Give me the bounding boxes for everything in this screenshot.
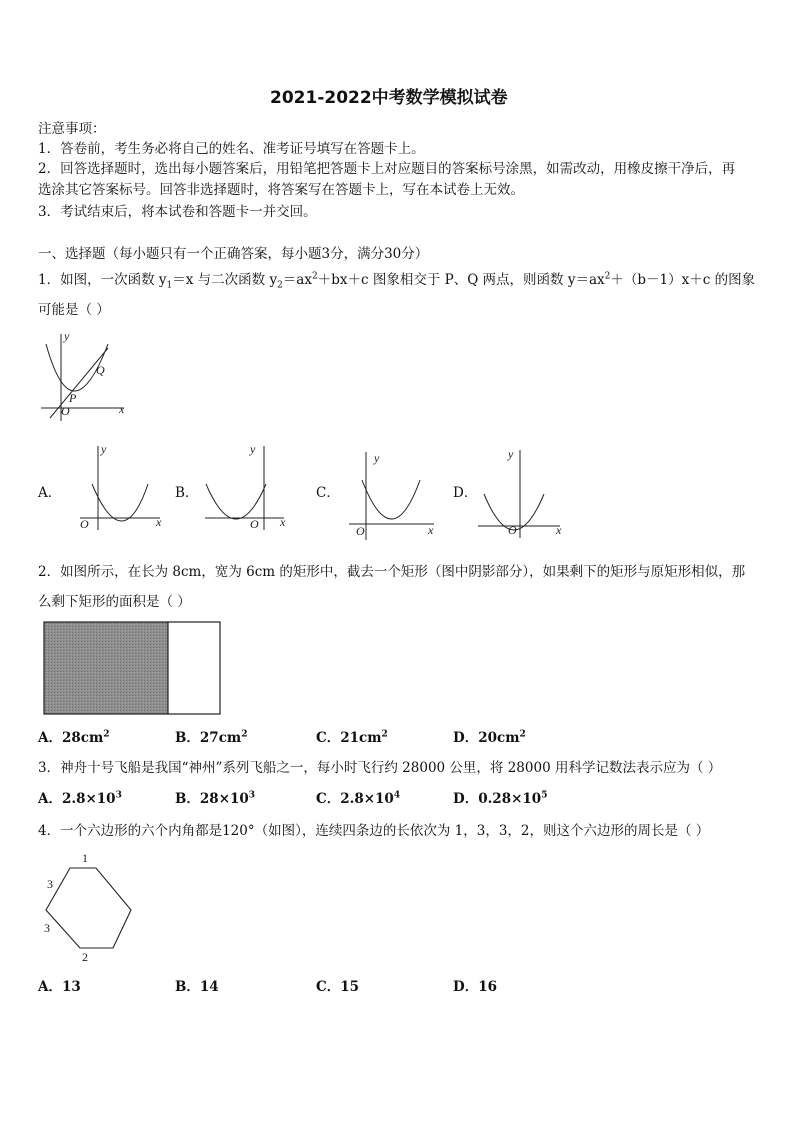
q3-option-d: D．$0.28\times 10^5$ [453,790,548,807]
q2-stem-line2: 么剩下矩形的面积是（ ） [38,594,191,610]
fig-y-label: y [64,329,70,343]
q1-option-c: C． [316,485,340,501]
svg-text:O: O [508,523,517,537]
q1-stem-line1: 1．如图，一次函数 $y_1=x$ 与二次函数 $y_2=ax^2+bx+c$ 图象相交于 P、Q 两点，则函数 $y=ax^2+(b-1)x+c$ 的图象 [38,271,756,291]
svg-text:O: O [356,524,365,538]
remaining-rectangle [168,622,220,714]
svg-text:y: y [101,442,107,456]
q3-option-a: A．$2.8\times 10^3$ [38,790,122,807]
fig-origin-label: O [61,404,70,418]
q4-option-c: C．15 [316,979,360,995]
notice-item-2-cont: 选涂其它答案标号。回答非选择题时，将答案写在答题卡上，写在本试卷上无效。 [38,182,524,198]
q4-option-a: A．13 [38,979,81,995]
fig-q-label: Q [96,363,105,377]
notice-item-1: 1．答卷前，考生务必将自己的姓名、准考证号填写在答题卡上。 [38,141,425,157]
q1-option-a: A． [38,485,62,501]
q3-option-c: C．$2.8\times 10^4$ [316,790,401,807]
q3-option-b: B．$28\times 10^3$ [175,790,256,807]
fig-x-label: x [119,402,125,416]
q1-option-c-graph [344,446,440,541]
hex-side-label-2: 3 [47,877,53,891]
q2-stem-line1: 2．如图所示，在长为 8cm，宽为 6cm 的矩形中，截去一个矩形（图中阴影部分），如果剩下的矩形与原矩形相似，那 [38,564,746,580]
svg-text:y: y [508,447,514,461]
q1-option-b-graph [200,438,296,533]
hexagon [46,868,131,948]
svg-text:x: x [280,515,286,529]
svg-text:y: y [250,442,256,456]
svg-text:y: y [374,451,380,465]
q1-option-d-graph [476,444,572,539]
svg-text:x: x [156,515,162,529]
notice-heading: 注意事项： [38,121,106,137]
notice-item-3: 3．考试结束后，将本试卷和答题卡一并交回。 [38,204,317,220]
q2-option-a: A．$28cm^2$ [38,729,110,746]
q2-option-c: C．$21cm^2$ [316,729,388,746]
hex-side-label-1: 1 [82,851,88,865]
svg-text:O: O [80,517,89,531]
q2-option-b: B．$27cm^2$ [175,729,248,746]
q4-option-d: D．16 [453,979,497,995]
q1-option-a-graph [72,438,168,533]
q1-option-b: B． [175,485,199,501]
q4-hexagon-figure [38,848,138,966]
svg-text:x: x [556,523,562,537]
page-title: 2021-2022中考数学模拟试卷 [270,88,508,108]
hex-side-label-4: 2 [82,950,88,964]
q1-option-d: D． [453,485,478,501]
q1-stem-line2: 可能是（ ） [38,302,110,318]
q3-stem: 3．神舟十号飞船是我国“神州”系列飞船之一，每小时飞行约 28000 公里，将 28000 用科学记数法表示应为（ ） [38,760,722,776]
q2-option-d: D．$20cm^2$ [453,729,526,746]
fig-p-label: P [69,391,77,405]
q4-stem: 4．一个六边形的六个内角都是120°（如图），连续四条边的长依次为 1，3，3，2，则这个六边形的周长是（ ） [38,823,710,839]
notice-item-2: 2．回答选择题时，选出每小题答案后，用铅笔把答题卡上对应题目的答案标号涂黑，如需改动，用橡皮擦干净后，再 [38,161,736,177]
shaded-rectangle [44,622,168,714]
svg-text:x: x [428,523,434,537]
q2-rectangle-figure [42,620,228,718]
q1-figure [36,326,136,426]
svg-text:O: O [250,517,259,531]
hex-side-label-3: 3 [44,921,50,935]
section-heading: 一、选择题（每小题只有一个正确答案，每小题3分，满分30分） [38,246,429,262]
q4-option-b: B．14 [175,979,219,995]
